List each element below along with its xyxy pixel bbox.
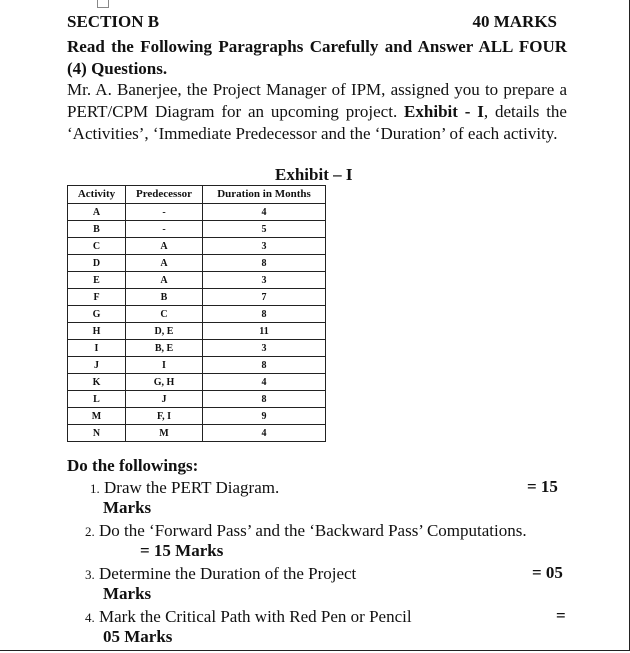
table-row [68,425,326,442]
duration-cell: 9 [203,408,326,425]
intro-text-1: Mr. A. Banerjee, the Project Manager of IPM, assigned you to prepare a PERT/CPM Diagram for an upcoming project. [67,80,567,121]
task-1-marks-word: Marks [103,498,152,517]
predecessor-cell: A [126,255,203,272]
table-row [68,238,326,255]
duration-cell: 3 [203,238,326,255]
predecessor-cell: - [126,204,203,221]
duration-cell: 4 [203,374,326,391]
activity-cell: F [68,289,126,306]
task-text: Draw the PERT Diagram. [104,478,280,497]
column-header-duration: Duration in Months [203,186,326,204]
checkbox[interactable] [97,0,109,8]
table-row [68,289,326,306]
predecessor-cell: B, E [126,340,203,357]
tasks-title: Do the followings: [67,456,199,475]
duration-cell: 4 [203,204,326,221]
predecessor-cell: J [126,391,203,408]
predecessor-cell: B [126,289,203,306]
intro-text-2: , details the ‘Activities’, ‘Immediate Predecessor and the ‘Duration’ of each activity. [67,102,567,143]
task-2 [85,520,527,542]
duration-cell: 8 [203,357,326,374]
predecessor-cell: G, H [126,374,203,391]
task-3 [85,563,356,585]
task-3-marks: = 05 [532,563,563,582]
table-row [68,323,326,340]
exhibit-reference: Exhibit - I [404,102,484,121]
task-text: Mark the Critical Path with Red Pen or Pencil [99,607,412,626]
activity-cell: M [68,408,126,425]
activity-cell: C [68,238,126,255]
activity-cell: I [68,340,126,357]
table-row [68,340,326,357]
duration-cell: 8 [203,255,326,272]
column-header-activity: Activity [68,186,126,204]
task-4-marks-word: 05 Marks [103,627,173,646]
table-header-row [68,186,326,204]
activity-cell: G [68,306,126,323]
duration-cell: 8 [203,306,326,323]
predecessor-cell: C [126,306,203,323]
activity-cell: K [68,374,126,391]
table-row [68,408,326,425]
section-marks: 40 MARKS [472,12,557,31]
predecessor-cell: - [126,221,203,238]
activity-cell: J [68,357,126,374]
activity-cell: E [68,272,126,289]
predecessor-cell: A [126,272,203,289]
task-number: 3. [85,567,95,582]
activity-cell: N [68,425,126,442]
activity-cell: A [68,204,126,221]
column-header-predecessor: Predecessor [126,186,203,204]
task-3-marks-word: Marks [103,584,152,603]
instructions: Read the Following Paragraphs Carefully and Answer ALL FOUR (4) Questions. [67,37,567,78]
activity-cell: B [68,221,126,238]
predecessor-cell: I [126,357,203,374]
duration-cell: 8 [203,391,326,408]
task-number: 1. [90,481,100,496]
intro-paragraph [67,79,567,145]
table-row [68,255,326,272]
duration-cell: 4 [203,425,326,442]
task-text: Do the ‘Forward Pass’ and the ‘Backward Pass’ Computations. [99,521,527,540]
task-number: 2. [85,524,95,539]
exhibit-title: Exhibit – I [275,165,353,184]
duration-cell: 7 [203,289,326,306]
task-1-marks: = 15 [527,477,558,496]
task-4 [85,606,412,628]
duration-cell: 3 [203,340,326,357]
table-row [68,391,326,408]
predecessor-cell: M [126,425,203,442]
duration-cell: 3 [203,272,326,289]
duration-cell: 5 [203,221,326,238]
table-row [68,204,326,221]
table-row [68,306,326,323]
section-title: SECTION B [67,12,160,31]
table-row [68,374,326,391]
predecessor-cell: A [126,238,203,255]
predecessor-cell: D, E [126,323,203,340]
task-4-marks: = [556,606,566,625]
table-row [68,357,326,374]
activity-cell: D [68,255,126,272]
task-2-marks: = 15 Marks [140,541,224,560]
duration-cell: 11 [203,323,326,340]
activities-table [67,185,326,442]
table-body [68,204,326,442]
task-number: 4. [85,610,95,625]
table-row [68,221,326,238]
activity-cell: L [68,391,126,408]
activity-cell: H [68,323,126,340]
table-row [68,272,326,289]
task-text: Determine the Duration of the Project [99,564,357,583]
predecessor-cell: F, I [126,408,203,425]
section-header [67,12,557,34]
task-1 [90,477,279,499]
